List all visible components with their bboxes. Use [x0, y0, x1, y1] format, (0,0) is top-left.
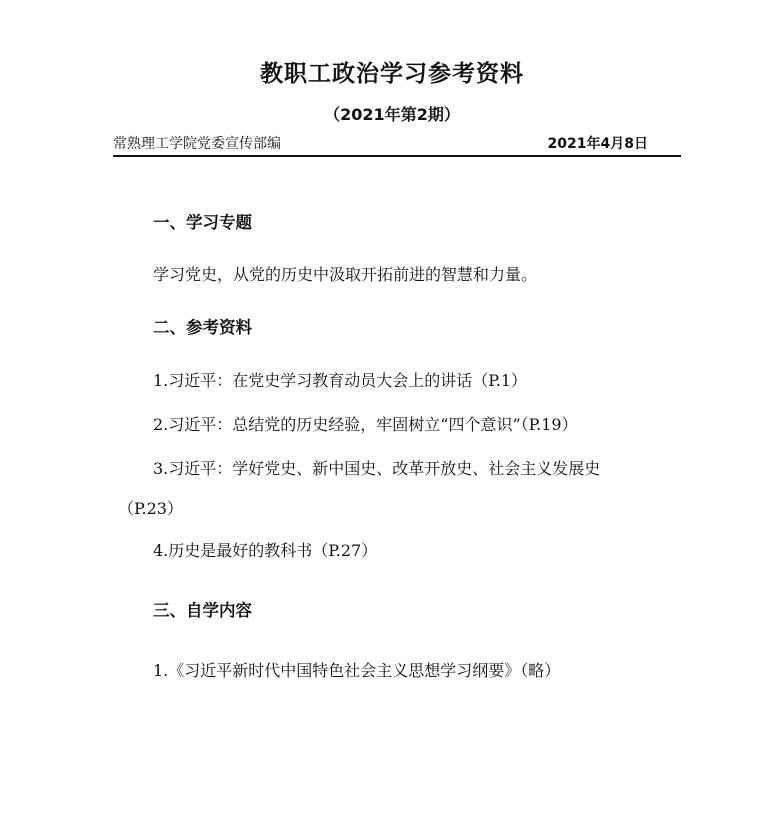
section-heading-references: 二、参考资料 [153, 318, 252, 337]
reference-item-3: 3.习近平：学好党史、新中国史、改革开放史、社会主义发展史 [153, 459, 601, 478]
document-title: 教职工政治学习参考资料 [260, 61, 524, 87]
reference-item-2: 2.习近平：总结党的历史经验，牢固树立“四个意识”（P.19） [153, 415, 578, 434]
topic-text: 学习党史，从党的历史中汲取开拓前进的智慧和力量。 [153, 265, 538, 284]
document-header-row [113, 133, 681, 155]
section-heading-topic: 一、学习专题 [153, 213, 252, 232]
publication-date: 2021年4月8日 [547, 136, 648, 152]
reference-item-4: 4.历史是最好的教科书（P.27） [153, 541, 378, 560]
issue-number: （2021年第2期） [324, 105, 460, 124]
header-divider [113, 155, 681, 157]
section-heading-self-study: 三、自学内容 [153, 601, 252, 620]
reference-item-3-page: （P.23） [118, 499, 183, 518]
publisher: 常熟理工学院党委宣传部编 [113, 136, 281, 152]
self-study-item-1: 1.《习近平新时代中国特色社会主义思想学习纲要》（略） [153, 661, 561, 680]
reference-item-1: 1.习近平：在党史学习教育动员大会上的讲话（P.1） [153, 371, 528, 390]
